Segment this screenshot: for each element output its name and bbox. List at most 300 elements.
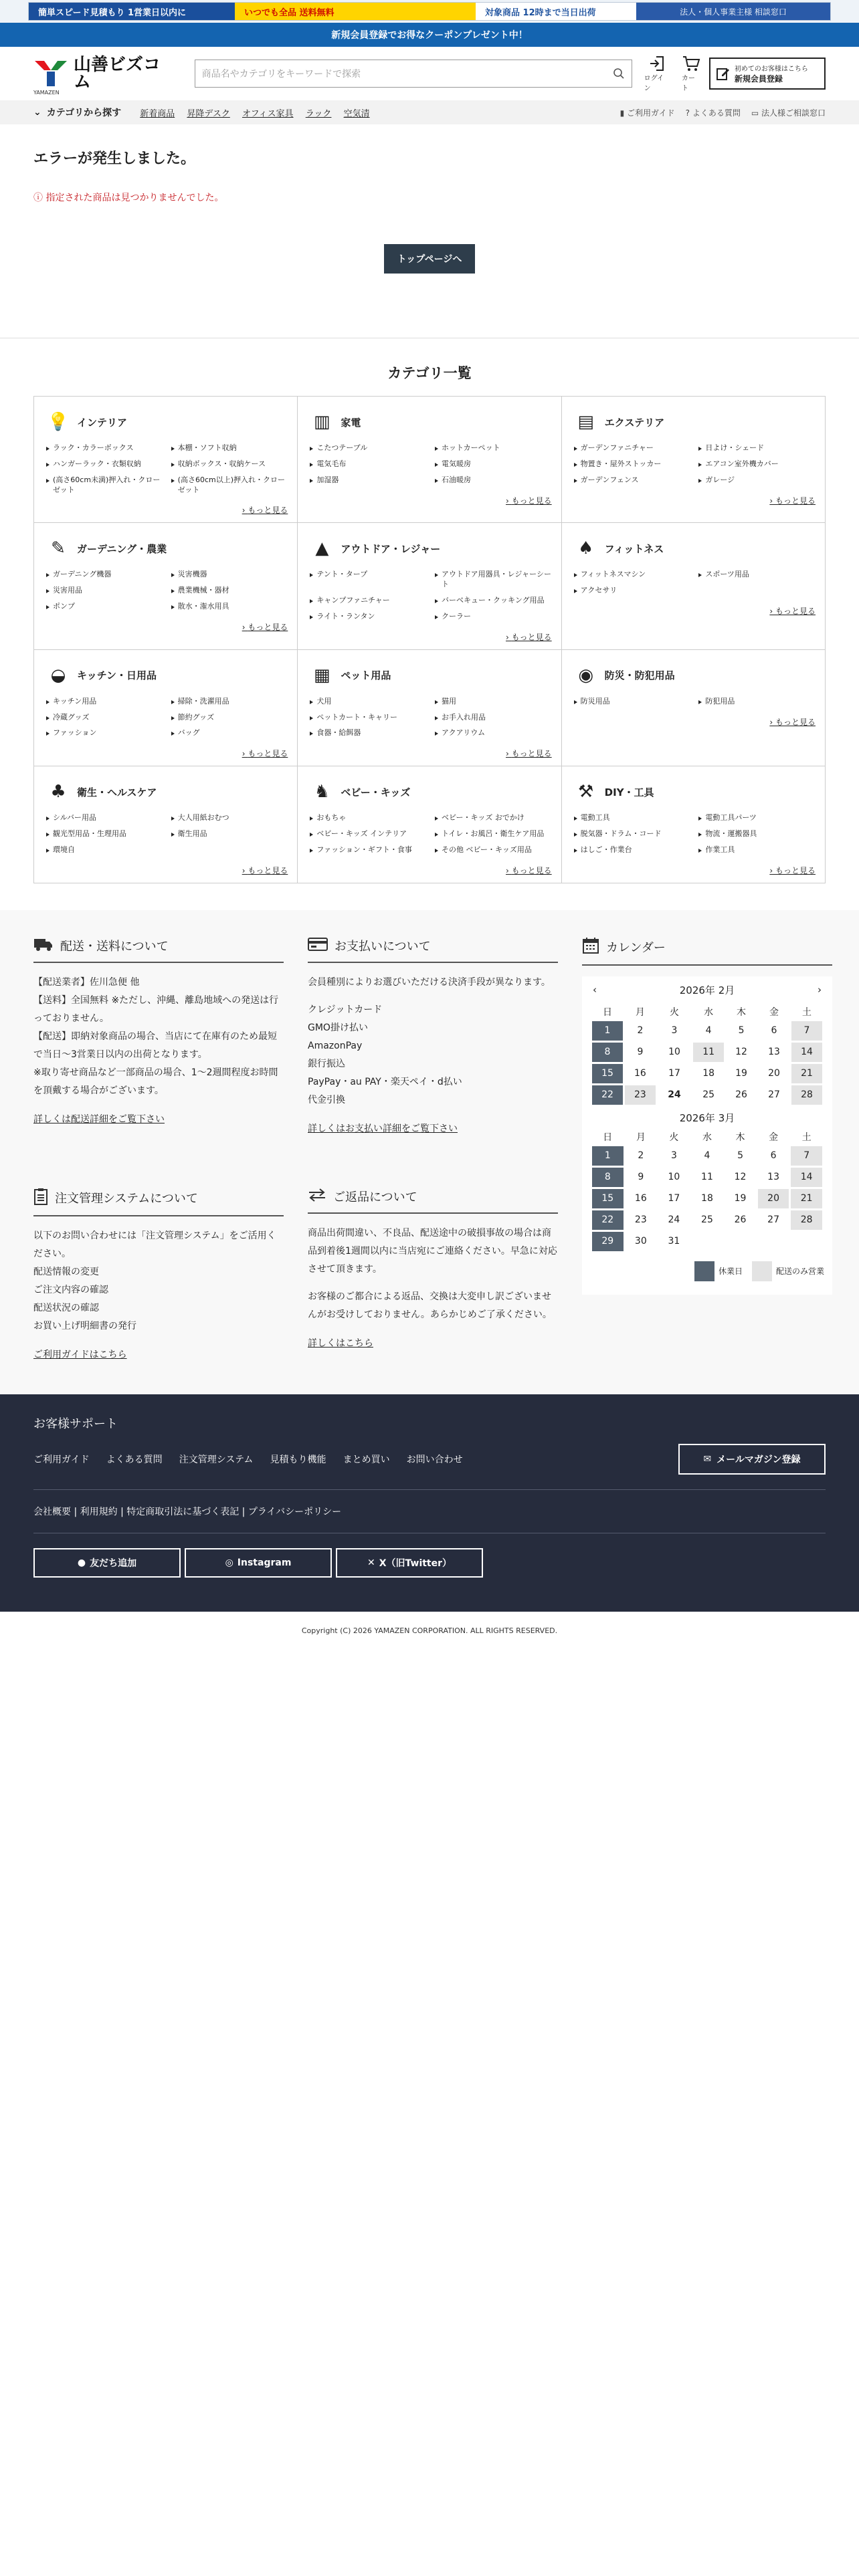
category-name: アウトドア・レジャー [341, 542, 441, 555]
more-link[interactable] [310, 865, 551, 876]
calendar-day: 28 [791, 1085, 822, 1105]
calendar-day: 9 [638, 1172, 644, 1183]
calendar-day: 27 [768, 1089, 780, 1101]
chevron-right-icon: › [242, 749, 248, 759]
register-label: 新規会員登録 [734, 74, 783, 84]
footer-link[interactable]: 見積もり機能 [270, 1454, 326, 1465]
more-link[interactable] [310, 495, 551, 506]
chevron-right-icon: › [242, 865, 248, 875]
weekday-label: 水 [702, 1132, 712, 1143]
register-button[interactable] [709, 58, 826, 90]
calendar-day: 16 [634, 1193, 647, 1204]
cart-button[interactable] [682, 55, 701, 92]
category-item[interactable]: 収納ボックス・収納ケース [171, 459, 288, 469]
chevron-right-icon: › [506, 632, 512, 642]
weekday-label: 木 [737, 1006, 747, 1018]
nav-link[interactable]: ラック [305, 108, 332, 119]
category-item[interactable]: アクセサリ [574, 586, 691, 596]
returns-title: ご返品について [333, 1190, 417, 1205]
calendar-day: 13 [768, 1047, 780, 1058]
exterior-icon: ▤ [577, 412, 594, 432]
category-card [34, 523, 298, 649]
calendar-day: 15 [592, 1189, 624, 1208]
calendar-day: 24 [668, 1214, 680, 1226]
more-link[interactable] [574, 716, 816, 728]
category-item[interactable]: 節約グッズ [171, 713, 288, 723]
category-name: ガーデニング・農業 [77, 542, 167, 555]
login-icon [648, 55, 666, 72]
category-grid [33, 396, 826, 883]
calendar-day: 12 [734, 1172, 747, 1183]
appliance-icon: ▥ [314, 412, 330, 432]
category-item[interactable]: 大人用紙おむつ [171, 813, 288, 823]
tools-icon: ⚒ [578, 782, 594, 802]
payment-method: クレジットカード [308, 1004, 383, 1015]
faq-link[interactable] [686, 107, 741, 118]
banner-free-shipping[interactable]: いつでも全品 送料無料 [235, 3, 476, 20]
weekday-label: 月 [636, 1132, 646, 1143]
kitchen-icon: ◒ [50, 665, 66, 685]
category-name: ベビー・キッズ [341, 786, 411, 798]
category-item[interactable]: 農業機械・器材 [171, 586, 288, 596]
category-header[interactable] [310, 536, 551, 560]
lamp-icon: 💡 [47, 412, 70, 432]
calendar-day: 22 [592, 1085, 623, 1105]
shipping-block [33, 937, 284, 1188]
footer-link[interactable]: よくある質問 [106, 1454, 163, 1465]
nav-link[interactable]: 昇降デスク [187, 108, 230, 119]
pet-icon: ▦ [314, 665, 330, 685]
category-name: インテリア [77, 416, 128, 429]
calendar-widget [582, 976, 832, 1295]
calendar-day: 5 [737, 1150, 743, 1162]
category-name: エクステリア [604, 416, 665, 429]
category-item[interactable]: ベビー・キッズ インテリア [310, 829, 427, 839]
category-card [298, 397, 561, 523]
payment-title: お支払いについて [335, 940, 431, 954]
credit-card-icon [308, 937, 328, 955]
weekday-label: 土 [801, 1006, 812, 1018]
chevron-right-icon: › [506, 749, 512, 759]
shipping-line: 【送料】全国無料 ※ただし、沖縄、離島地域への発送は行っておりません。 [33, 994, 279, 1024]
calendar-day: 30 [634, 1236, 647, 1247]
category-item[interactable]: 本棚・ソフト収納 [171, 443, 288, 453]
legend-holiday [694, 1261, 743, 1281]
category-item[interactable]: 石油暖房 [435, 475, 552, 486]
category-item[interactable]: ラック・カラーボックス [46, 443, 163, 453]
calendar-day: 20 [758, 1189, 789, 1208]
instagram-label: Instagram [237, 1557, 292, 1568]
category-menu-label: カテゴリから探す [46, 108, 122, 118]
chevron-right-icon: › [242, 506, 248, 516]
calendar-day: 2 [637, 1025, 644, 1037]
chevron-right-icon: › [769, 607, 775, 617]
category-header[interactable] [574, 536, 816, 560]
footer-legal-links[interactable]: 会社概要 | 利用規約 | 特定商取引法に基づく表記 | プライバシーポリシー [33, 1506, 342, 1517]
category-item[interactable]: 日よけ・シェード [698, 443, 816, 453]
calendar-day [725, 1232, 756, 1251]
banner-quote[interactable]: 簡単スピード見積もり 1営業日以内に [29, 3, 235, 20]
chevron-down-icon: ⌄ [33, 107, 41, 118]
footer-divider [33, 1489, 826, 1490]
footer-link[interactable]: 注文管理システム [179, 1454, 254, 1465]
info-section [0, 910, 859, 1394]
calendar-day: 21 [791, 1064, 822, 1083]
category-item[interactable]: 環境自 [46, 845, 163, 855]
weekday-label: 水 [704, 1006, 714, 1018]
category-item[interactable]: テント・タープ [310, 570, 427, 590]
twitter-button[interactable] [336, 1548, 483, 1578]
calendar-day: 12 [735, 1047, 747, 1058]
banner-same-day[interactable]: 対象商品 12時まで当日出荷 [476, 3, 636, 20]
calendar-day: 16 [634, 1068, 646, 1079]
payment-method: GMO掛け払い [308, 1022, 368, 1033]
promo-bar[interactable]: 新規会員登録でお得なクーポンプレゼント中！ [0, 23, 859, 47]
category-item[interactable]: 電動工具パーツ [698, 813, 816, 823]
calendar-day: 18 [701, 1193, 713, 1204]
login-label: ログイン [644, 75, 664, 92]
logo-text: 山善ビズコム [74, 55, 161, 92]
weekday-label: 月 [635, 1006, 645, 1018]
more-link[interactable] [46, 748, 288, 759]
category-header[interactable] [46, 410, 288, 434]
category-item[interactable]: 冷蔵グッズ [46, 713, 163, 723]
category-item[interactable]: 食器・給餌器 [310, 728, 427, 738]
calendar-day: 18 [702, 1068, 715, 1079]
login-button[interactable] [644, 55, 670, 92]
nav-link[interactable]: オフィス家具 [242, 108, 294, 119]
calendar-day: 5 [738, 1025, 745, 1037]
calendar-day: 14 [791, 1168, 822, 1187]
shipping-line: ※取り寄せ商品など一部商品の場合、1〜2週間程度お時間を頂戴する場合がございます。 [33, 1067, 278, 1096]
chevron-right-icon: › [769, 496, 775, 506]
baby-icon: ♞ [314, 782, 330, 802]
calendar-day: 21 [791, 1189, 822, 1208]
category-header[interactable] [46, 536, 288, 560]
more-label: もっと見る [775, 717, 816, 727]
footer-link[interactable]: お問い合わせ [406, 1454, 463, 1465]
category-item[interactable]: ペットカート・キャリー [310, 713, 427, 723]
chevron-right-icon: › [242, 622, 248, 632]
category-item[interactable]: 防災用品 [574, 697, 691, 707]
legend-ship-label: 配送のみ営業 [775, 1267, 824, 1277]
instagram-button[interactable] [185, 1548, 332, 1578]
more-label: もっと見る [775, 865, 816, 875]
nav-link[interactable]: 新着商品 [140, 108, 175, 119]
category-item[interactable]: 物流・運搬器具 [698, 829, 816, 839]
category-header[interactable] [574, 780, 816, 804]
nav-bar [0, 100, 859, 124]
weekday-label: 火 [669, 1132, 679, 1143]
copyright: Copyright (C) 2026 YAMAZEN CORPORATION. ALL RIGHTS RESERVED. [301, 1626, 558, 1635]
calendar-day: 4 [705, 1025, 712, 1037]
more-link[interactable] [46, 504, 288, 516]
category-card [34, 766, 298, 883]
order-block [33, 1188, 284, 1361]
footer-link[interactable]: ご利用ガイド [33, 1454, 90, 1465]
footer-link[interactable]: まとめ買い [343, 1454, 390, 1465]
chevron-right-icon: › [769, 717, 775, 727]
chevron-right-icon: › [506, 496, 512, 506]
more-label: もっと見る [511, 496, 552, 506]
category-header[interactable] [310, 663, 551, 687]
category-item[interactable]: フィットネスマシン [574, 570, 691, 580]
category-item[interactable]: 衛生用品 [171, 829, 288, 839]
more-link[interactable] [574, 865, 816, 876]
category-card [562, 766, 826, 883]
calendar-day: 28 [791, 1210, 822, 1230]
shipping-line: 【配送業者】佐川急便 他 [33, 976, 140, 988]
guide-link[interactable] [620, 107, 675, 118]
category-item[interactable]: 加湿器 [310, 475, 427, 486]
more-link[interactable] [574, 605, 816, 617]
category-item[interactable]: シルバー用品 [46, 813, 163, 823]
category-header[interactable] [574, 663, 816, 687]
category-item[interactable]: 猫用 [435, 697, 552, 707]
calendar-day: 20 [768, 1068, 780, 1079]
category-item[interactable]: 電気毛布 [310, 459, 427, 469]
category-item[interactable]: キッチン用品 [46, 697, 163, 707]
category-section [0, 338, 859, 883]
category-item[interactable]: ガーデンファニチャー [574, 443, 691, 453]
category-item[interactable]: 災害機器 [171, 570, 288, 580]
calendar-day: 6 [770, 1150, 777, 1162]
shipping-title: 配送・送料について [60, 940, 169, 954]
fitness-icon: ♠ [578, 538, 594, 559]
category-header[interactable] [310, 410, 551, 434]
weekday-label: 木 [735, 1132, 745, 1143]
calendar-day: 19 [735, 1068, 747, 1079]
category-item[interactable]: 脱気器・ドラム・コード [574, 829, 691, 839]
category-item[interactable]: ファッション・ギフト・食事 [310, 845, 427, 855]
payment-method: 代金引換 [308, 1094, 345, 1105]
category-item[interactable]: 電動工具 [574, 813, 691, 823]
category-item[interactable]: こたつテーブル [310, 443, 427, 453]
calendar-table-mar [590, 1128, 824, 1253]
more-link[interactable] [46, 621, 288, 633]
more-label: もっと見る [248, 865, 288, 875]
category-item[interactable]: アクアリウム [435, 728, 552, 738]
calendar-day: 24 [668, 1089, 681, 1101]
calendar-day: 13 [767, 1172, 779, 1183]
calendar-day: 26 [735, 1089, 747, 1101]
payment-method: PayPay・au PAY・楽天ペイ・d払い [308, 1076, 462, 1087]
returns-block [308, 1188, 558, 1350]
category-item[interactable]: 散水・潅水用具 [171, 602, 288, 612]
calendar-day [758, 1232, 789, 1251]
category-item[interactable]: はしご・作業台 [574, 845, 691, 855]
legend-holiday-label: 休業日 [718, 1267, 743, 1277]
order-line: お買い上げ明細書の発行 [33, 1320, 136, 1331]
payment-link[interactable]: 詳しくはお支払い詳細をご覧下さい [308, 1123, 458, 1134]
more-label: もっと見る [511, 865, 552, 875]
calendar-day: 4 [704, 1150, 710, 1162]
clipboard-icon [33, 1188, 48, 1208]
search-input[interactable] [195, 60, 632, 88]
health-icon: ♣ [50, 782, 66, 802]
calendar-day: 25 [701, 1214, 713, 1226]
category-item[interactable]: (高さ60cm未満)押入れ・クローゼット [46, 475, 163, 496]
category-item[interactable]: ガレージ [698, 475, 816, 486]
calendar-day [692, 1232, 723, 1251]
category-header[interactable] [46, 663, 288, 687]
category-item[interactable]: 作業工具 [698, 845, 816, 855]
line-button[interactable] [33, 1548, 181, 1578]
mail-magazine-label: メールマガジン登録 [717, 1454, 801, 1465]
calendar-day: 23 [625, 1085, 656, 1105]
order-line: ご注文内容の確認 [33, 1284, 108, 1295]
mail-magazine-button[interactable] [678, 1444, 826, 1475]
category-item[interactable]: (高さ60cm以上)押入れ・クローゼット [171, 475, 288, 496]
category-item[interactable]: 災害用品 [46, 586, 163, 596]
logo[interactable] [33, 55, 175, 96]
month-label: 2026年 3月 [679, 1111, 735, 1124]
calendar-day: 10 [668, 1047, 680, 1058]
calendar-icon [582, 937, 599, 958]
category-item[interactable]: その他 ベビー・キッズ用品 [435, 845, 552, 855]
category-card [562, 397, 826, 523]
category-item[interactable]: キャンプファニチャー [310, 596, 427, 606]
more-link[interactable] [310, 748, 551, 759]
category-item[interactable]: バーベキュー・クッキング用品 [435, 596, 552, 606]
safety-icon: ◉ [578, 665, 593, 685]
payment-intro: 会員種別によりお選びいただける決済手段が異なります。 [308, 976, 551, 988]
weekday-label: 金 [769, 1006, 779, 1018]
calendar-day: 11 [701, 1172, 713, 1183]
category-item[interactable]: おもちゃ [310, 813, 427, 823]
corporate-link[interactable] [751, 107, 826, 118]
category-item[interactable]: ファッション [46, 728, 163, 738]
weekday-label: 日 [603, 1132, 613, 1143]
search-placeholder: 商品名やカテゴリをキーワードで探索 [201, 69, 361, 80]
weekday-label: 日 [602, 1006, 612, 1018]
calendar-day: 8 [592, 1168, 624, 1187]
top-page-button[interactable]: トップページへ [384, 244, 475, 274]
category-item[interactable]: ホットカーペット [435, 443, 552, 453]
support-title: お客様サポート [33, 1416, 118, 1431]
logo-mark-icon [33, 58, 68, 96]
twitter-label: X（旧Twitter） [379, 1558, 452, 1569]
order-title: 注文管理システムについて [55, 1192, 198, 1206]
category-item[interactable]: 電気暖房 [435, 459, 552, 469]
category-item[interactable]: バッグ [171, 728, 288, 738]
category-item[interactable]: アウトドア用器具・レジャーシート [435, 570, 552, 590]
category-item[interactable]: ポンプ [46, 602, 163, 612]
category-name: フィットネス [604, 542, 664, 555]
payment-method: AmazonPay [308, 1040, 363, 1051]
category-item[interactable]: ガーデンフェンス [574, 475, 691, 486]
calendar-day: 1 [592, 1021, 623, 1041]
more-link[interactable] [310, 631, 551, 643]
category-item[interactable]: スポーツ用品 [698, 570, 816, 580]
order-line: 以下のお問い合わせには「注文管理システム」をご活用ください。 [33, 1230, 276, 1259]
cart-label: カート [681, 75, 695, 92]
cart-icon [682, 55, 700, 72]
category-card [298, 650, 561, 767]
shipping-link[interactable]: 詳しくは配送詳細をご覧下さい [33, 1113, 165, 1125]
calendar-day: 3 [670, 1150, 677, 1162]
category-item[interactable]: 防犯用品 [698, 697, 816, 707]
mail-icon: ✉ [703, 1453, 712, 1465]
calendar-day: 11 [693, 1043, 724, 1062]
returns-link[interactable]: 詳しくはこちら [308, 1337, 373, 1349]
order-line: 配送情報の変更 [33, 1266, 99, 1277]
nav-link[interactable]: 空気清 [343, 108, 370, 119]
calendar-block [582, 937, 832, 1361]
monitor-icon: ▭ [751, 108, 761, 118]
category-name: ペット用品 [341, 669, 391, 682]
search-icon[interactable] [613, 68, 625, 80]
line-icon: ● [77, 1557, 86, 1568]
next-month-icon[interactable]: › [818, 984, 822, 996]
exchange-icon [308, 1188, 326, 1206]
calendar-day: 31 [668, 1236, 680, 1247]
shipping-line: 【配送】即納対象商品の場合、当店にて在庫有のため最短で当日〜3営業日以内の出荷となります。 [33, 1031, 277, 1060]
calendar-day: 8 [592, 1043, 623, 1062]
calendar-day: 3 [671, 1025, 678, 1037]
calendar-day: 9 [637, 1047, 644, 1058]
category-item[interactable]: ベビー・キッズ おでかけ [435, 813, 552, 823]
category-name: 防災・防犯用品 [604, 669, 675, 682]
banner-business[interactable]: 法人・個人事業主様 相談窓口 [636, 3, 830, 20]
chevron-right-icon: › [769, 865, 775, 875]
truck-icon [33, 937, 54, 955]
calendar-day [791, 1232, 822, 1251]
more-link[interactable] [574, 495, 816, 506]
order-link[interactable]: ご利用ガイドはこちら [33, 1349, 127, 1360]
category-item[interactable]: ハンガーラック・衣類収納 [46, 459, 163, 469]
header [0, 47, 859, 100]
category-item[interactable]: 物置き・屋外ストッカー [574, 459, 691, 469]
category-item[interactable]: ライト・ランタン [310, 612, 427, 622]
category-name: キッチン・日用品 [77, 669, 157, 682]
error-title: エラーが発生しました。 [33, 150, 196, 167]
category-header[interactable] [310, 780, 551, 804]
category-header[interactable] [46, 780, 288, 804]
calendar-day: 2 [638, 1150, 644, 1162]
more-link[interactable] [46, 865, 288, 876]
calendar-day: 1 [592, 1146, 624, 1166]
more-label: もっと見る [511, 632, 552, 642]
category-item[interactable]: お手入れ用品 [435, 713, 552, 723]
category-menu[interactable] [33, 106, 121, 119]
category-item[interactable]: クーラー [435, 612, 552, 622]
more-label: もっと見る [248, 749, 288, 759]
category-name: DIY・工具 [604, 786, 654, 798]
calendar-day: 29 [592, 1232, 624, 1251]
category-card [34, 650, 298, 767]
top-banner[interactable] [0, 0, 859, 23]
category-item[interactable]: 犬用 [310, 697, 427, 707]
category-item[interactable]: 掃除・洗濯用品 [171, 697, 288, 707]
category-card [34, 397, 298, 523]
question-icon: ? [685, 108, 692, 118]
payment-method: 銀行振込 [308, 1058, 345, 1069]
weekday-label: 火 [670, 1006, 680, 1018]
category-name: 衛生・ヘルスケア [77, 786, 157, 798]
prev-month-icon[interactable]: ‹ [593, 984, 597, 996]
category-item[interactable]: エアコン室外機カバー [698, 459, 816, 469]
category-item[interactable]: トイレ・お風呂・衛生ケア用品 [435, 829, 552, 839]
twitter-icon: ✕ [367, 1557, 375, 1568]
order-line: 配送状況の確認 [33, 1302, 99, 1313]
category-item[interactable]: ガーデニング機器 [46, 570, 163, 580]
error-message [33, 191, 826, 204]
category-item[interactable]: 観光型用品・生理用品 [46, 829, 163, 839]
category-header[interactable] [574, 410, 816, 434]
legend-ship [752, 1261, 824, 1281]
error-section [0, 124, 859, 274]
